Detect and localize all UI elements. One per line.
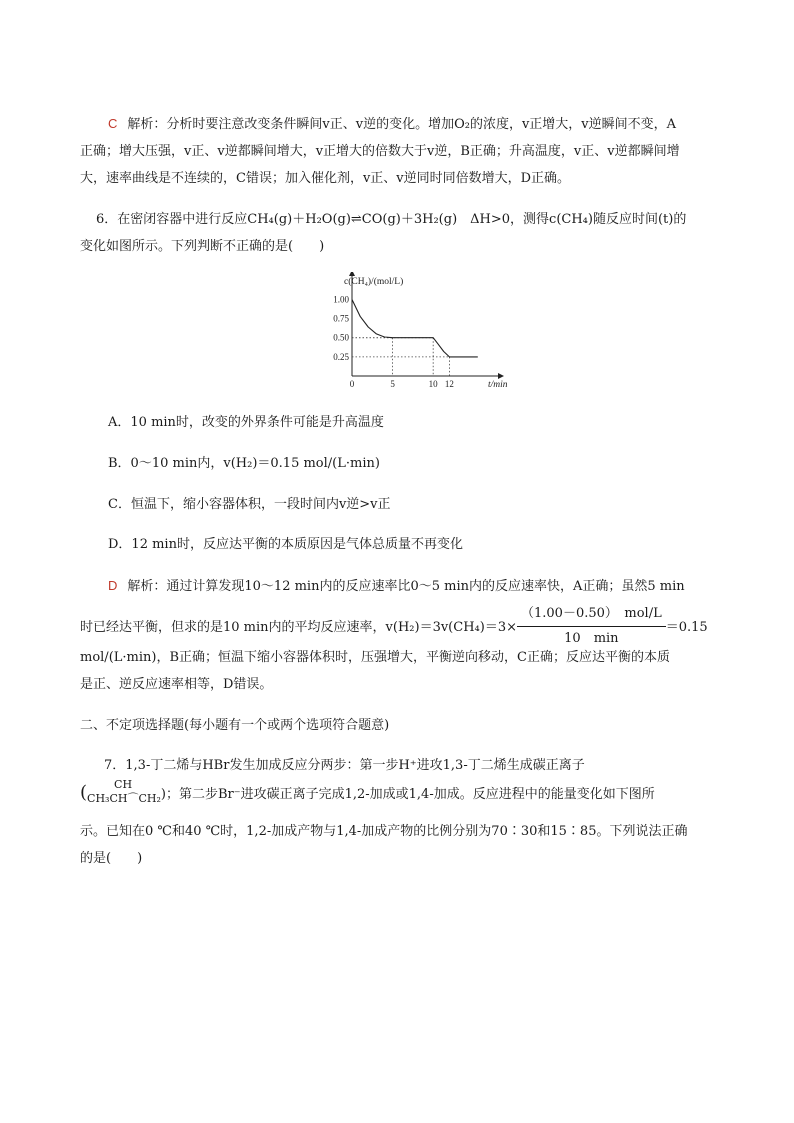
y-axis-arrow — [349, 272, 355, 276]
q7-line3: 示。已知在0 ℃和40 ℃时，1,2-加成产物与1,4-加成产物的比例分别为70∶30和15∶85。下列说法正确 — [80, 824, 688, 839]
q6-answer-line2: 时已经达平衡，但求的是10 min内的平均反应速率，v(H₂)＝3v(CH₄)＝3× $\frac{\text{（1.00－0.50） mol/L}}{10 \min}$ ＝0.15 — [80, 604, 708, 651]
q7-line1: 7．1,3-丁二烯与HBr发生加成反应分两步：第一步H⁺进攻1,3-丁二烯生成碳正离子 — [104, 758, 585, 773]
q6-stem-line2: 变化如图所示。下列判断不正确的是( ) — [80, 239, 325, 254]
answer-letter: D — [108, 578, 118, 593]
y-tick-label: 0.50 — [333, 332, 349, 343]
q6-answer-line3: mol/(L·min)，B正确；恒温下缩小容器体积时，压强增大，平衡逆向移动，C正确；反应达平衡的本质 — [80, 650, 670, 665]
q7-line4: 的是( ) — [80, 851, 143, 866]
x-axis-label: t/min — [488, 380, 508, 390]
q5-answer-line3: 大，速率曲线是不连续的，C错误；加入催化剂，v正、v逆同时同倍数增大，D正确。 — [80, 171, 571, 186]
x-tick-label: 10 — [428, 379, 438, 389]
y-tick-label: 0.25 — [333, 351, 349, 362]
x-tick-label: 12 — [444, 379, 454, 389]
q6-stem-line1: 6．在密闭容器中进行反应CH₄(g)＋H₂O(g)⇌CO(g)＋3H₂(g) ΔH>0，测得c(CH₄)随反应时间(t)的 — [96, 212, 687, 227]
carbocation-structure: CH CH₃CH⌒CH₂ — [87, 778, 161, 805]
q6-option-d: D．12 min时，反应达平衡的本质原因是气体总质量不再变化 — [108, 537, 463, 552]
q5-answer-line1: C 解析：分析时要注意改变条件瞬间v正、v逆的变化。增加O₂的浓度，v正增大，v逆瞬间不变，A — [108, 116, 677, 132]
q6-option-a: A．10 min时，改变的外界条件可能是升高温度 — [108, 415, 384, 430]
x-tick-label: 0 — [349, 379, 355, 389]
q6-answer-line1: D 解析：通过计算发现10～12 min内的反应速率比0～5 min内的反应速率快，A正确；虽然5 min — [108, 578, 685, 594]
x-axis-arrow — [498, 373, 504, 379]
q6-option-c: C．恒温下，缩小容器体积，一段时间内v逆>v正 — [108, 497, 391, 512]
q5-answer-line2: 正确；增大压强，v正、v逆都瞬间增大，v正增大的倍数大于v逆，B正确；升高温度，v正、v逆都瞬间增 — [80, 144, 680, 159]
concentration-time-chart — [320, 272, 510, 394]
q6-option-b: B．0～10 min内，v(H₂)＝0.15 mol/(L·min) — [108, 456, 380, 471]
y-tick-label: 0.75 — [333, 313, 349, 324]
series-line — [352, 300, 478, 357]
y-axis-label: c(CH₄)/(mol/L) — [344, 277, 404, 287]
q6-answer-line4: 是正、逆反应速率相等，D错误。 — [80, 677, 273, 692]
section-heading: 二、不定项选择题(每小题有一个或两个选项符合题意) — [80, 718, 390, 733]
answer-letter: C — [108, 116, 118, 131]
y-tick-label: 1.00 — [333, 294, 349, 305]
rate-fraction: $\frac{\text{（1.00－0.50） mol/L}}{10 \min}$ — [517, 603, 666, 650]
x-tick-label: 5 — [390, 379, 395, 389]
q7-line2: ( CH CH₃CH⌒CH₂)；第二步Br⁻进攻碳正离子完成1,2-加成或1,4-加成。反应进程中的能量变化如下图所 — [80, 784, 655, 818]
